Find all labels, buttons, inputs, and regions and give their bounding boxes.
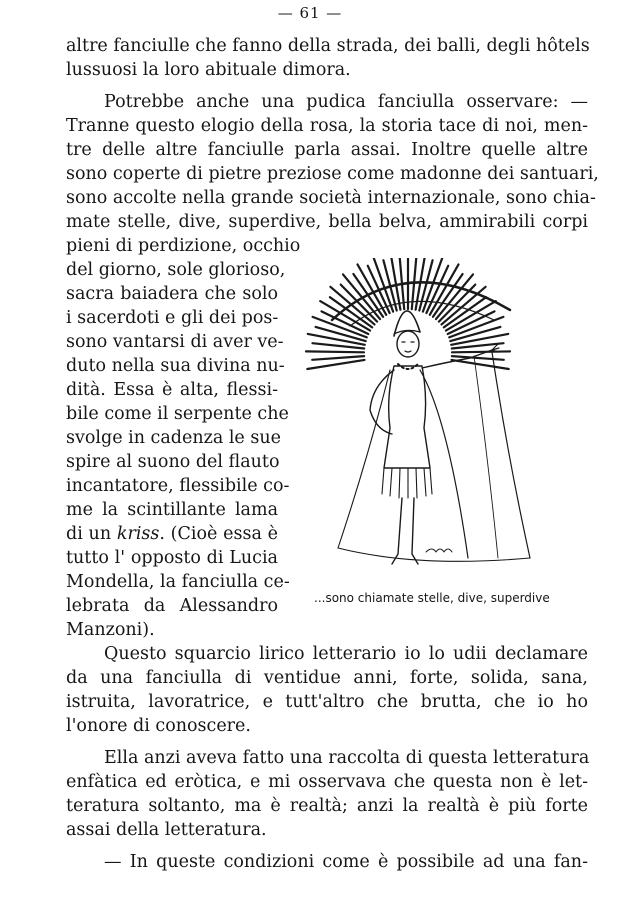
text-line: tre delle altre fanciulle parla assai. Inoltre quelle altre <box>66 140 588 160</box>
text-line: assai della letteratura. <box>66 820 267 840</box>
column-text-line: svolge in cadenza le sue <box>66 428 281 448</box>
column-text-line: Manzoni). <box>66 620 155 640</box>
showgirl-illustration <box>298 258 590 570</box>
text-line: istruita, lavoratrice, e tutt'altro che brutta, che io ho <box>66 692 588 712</box>
text-line: altre fanciulle che fanno della strada, dei balli, degli hôtels <box>66 36 590 56</box>
column-text-line: sono vantarsi di aver ve- <box>66 332 284 352</box>
column-text-line: duto nella sua divina nu- <box>66 356 285 376</box>
kriss-after: . (Cioè essa è <box>159 524 278 544</box>
column-text-line: bile come il serpente che <box>66 404 289 424</box>
feather-stroke <box>312 356 364 360</box>
text-line: — In queste condizioni come è possibile ad una fan- <box>104 852 588 872</box>
column-text-line: lebrata da Alessandro <box>66 596 278 616</box>
text-line: Potrebbe anche una pudica fanciulla osservare: — <box>104 92 588 112</box>
text-line: enfàtica ed eròtica, e mi osservava che questa non è let- <box>66 772 588 792</box>
feather-stroke <box>306 351 364 352</box>
text-line: Tranne questo elogio della rosa, la storia tace di noi, men- <box>66 116 588 136</box>
column-text-line: i sacerdoti e gli dei pos- <box>66 308 279 328</box>
text-line: Questo squarcio lirico letterario io lo udii declamare <box>104 644 588 664</box>
column-text-line-kriss <box>66 522 278 546</box>
kriss-before: di un <box>66 524 117 544</box>
text-line: da una fanciulla di ventidue anni, forte, solida, sana, <box>66 668 588 688</box>
text-line: Ella anzi aveva fatto una raccolta di questa letteratura <box>104 748 590 768</box>
column-text-line: Mondella, la fanciulla ce- <box>66 572 290 592</box>
column-text-line: pieni di perdizione, occhio <box>66 236 301 256</box>
kriss-word: kriss <box>116 524 160 544</box>
text-line: lussuosi la loro abituale dimora. <box>66 60 351 80</box>
column-text-line: me la scintillante lama <box>66 500 278 520</box>
text-line: sono accolte nella grande società internazionale, sono chia- <box>66 188 596 208</box>
column-text-line: tutto l' opposto di Lucia <box>66 548 278 568</box>
page-number: — 61 — <box>277 4 343 22</box>
column-text-line: sacra baiadera che solo <box>66 284 278 304</box>
feather-stroke <box>452 351 510 352</box>
feather-stroke <box>452 360 509 369</box>
column-text-line: spire al suono del flauto <box>66 452 280 472</box>
column-text-line: dità. Essa è alta, flessi- <box>66 380 278 400</box>
text-line: l'onore di conoscere. <box>66 716 251 736</box>
figure-caption: ...sono chiamate stelle, dive, superdive <box>314 591 550 605</box>
feather-stroke <box>307 360 364 369</box>
text-line: sono coperte di pietre preziose come madonne dei santuari, <box>66 164 599 184</box>
text-line: teratura soltanto, ma è realtà; anzi la realtà è più forte <box>66 796 588 816</box>
text-line: mate stelle, dive, superdive, bella belva, ammirabili corpi <box>66 212 588 232</box>
column-text-line: del giorno, sole glorioso, <box>66 260 286 280</box>
column-text-line: incantatore, flessibile co- <box>66 476 290 496</box>
